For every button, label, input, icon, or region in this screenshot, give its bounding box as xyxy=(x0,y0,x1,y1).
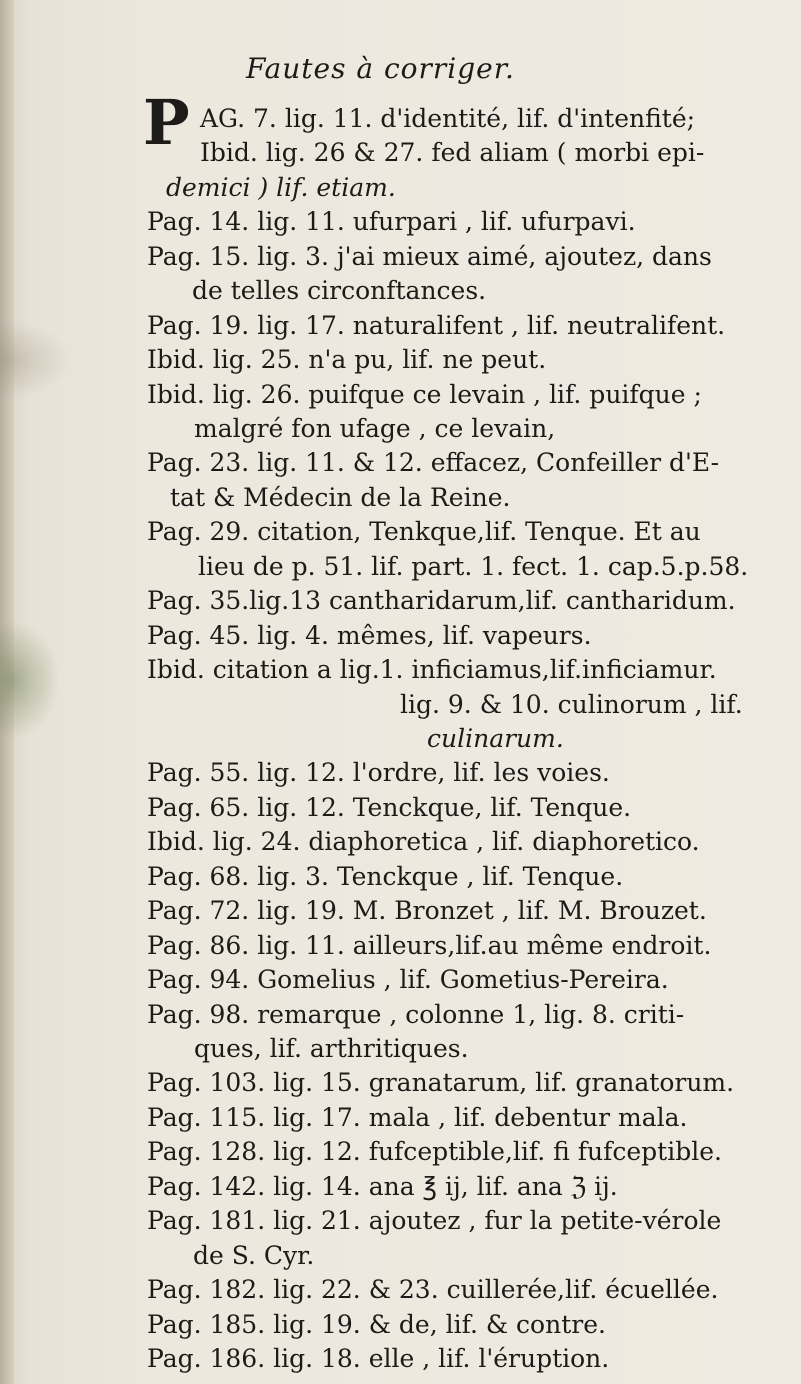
errata-line: ques, lif. arthritiques. xyxy=(194,1034,469,1063)
errata-line: malgré fon ufage , ce levain, xyxy=(194,414,556,443)
errata-line: Ibid. lig. 26. puifque ce levain , lif. puifque ; xyxy=(147,380,702,409)
drop-cap-letter: P xyxy=(143,86,190,159)
page-title: Fautes à corriger. xyxy=(246,52,515,85)
errata-line: Pag. 98. remarque , colonne 1, lig. 8. criti- xyxy=(147,1000,685,1029)
errata-line: lig. 9. & 10. culinorum , lif. xyxy=(400,690,743,719)
errata-line: Ibid. lig. 26 & 27. fed aliam ( morbi epi- xyxy=(200,138,705,167)
errata-line: Pag. 94. Gomelius , lif. Gometius-Pereira. xyxy=(147,965,669,994)
errata-line: Pag. 65. lig. 12. Tenckque, lif. Tenque. xyxy=(147,793,632,822)
errata-line: Pag. 19. lig. 17. naturalifent , lif. neutralifent. xyxy=(147,311,726,340)
errata-line: Pag. 115. lig. 17. mala , lif. debentur mala. xyxy=(147,1103,688,1132)
errata-line: demici ) lif. etiam. xyxy=(166,173,396,202)
errata-line: Pag. 181. lig. 21. ajoutez , fur la petite-vérole xyxy=(147,1206,722,1235)
errata-line: Pag. 55. lig. 12. l'ordre, lif. les voies. xyxy=(147,758,610,787)
errata-line: Pag. 86. lig. 11. ailleurs,lif.au même endroit. xyxy=(147,931,712,960)
errata-line: tat & Médecin de la Reine. xyxy=(170,483,511,512)
errata-line: de S. Cyr. xyxy=(193,1241,315,1270)
errata-line: AG. 7. lig. 11. d'identité, lif. d'intenfité; xyxy=(200,104,696,133)
errata-line: de telles circonftances. xyxy=(192,276,487,305)
errata-line: Ibid. lig. 25. n'a pu, lif. ne peut. xyxy=(147,345,547,374)
errata-line: lieu de p. 51. lif. part. 1. fect. 1. cap.5.p.58. xyxy=(198,552,749,581)
errata-line: Pag. 15. lig. 3. j'ai mieux aimé, ajoutez, dans xyxy=(147,242,712,271)
errata-line: Pag. 128. lig. 12. fufceptible,lif. fi fufceptible. xyxy=(147,1137,722,1166)
errata-line: Pag. 103. lig. 15. granatarum, lif. granatorum. xyxy=(147,1068,735,1097)
errata-line: Pag. 186. lig. 18. elle , lif. l'éruption. xyxy=(147,1344,610,1373)
errata-line: Pag. 23. lig. 11. & 12. effacez, Confeiller d'E- xyxy=(147,448,720,477)
errata-line: Pag. 14. lig. 11. ufurpari , lif. ufurpavi. xyxy=(147,207,636,236)
errata-line: Pag. 35.lig.13 cantharidarum,lif. cantharidum. xyxy=(147,586,736,615)
errata-line: Pag. 29. citation, Tenkque,lif. Tenque. Et au xyxy=(147,517,701,546)
errata-line: Pag. 72. lig. 19. M. Bronzet , lif. M. Brouzet. xyxy=(147,896,707,925)
errata-line: Pag. 45. lig. 4. mêmes, lif. vapeurs. xyxy=(147,621,592,650)
errata-line: culinarum. xyxy=(427,724,564,753)
errata-line: Pag. 185. lig. 19. & de, lif. & contre. xyxy=(147,1310,606,1339)
errata-line: Ibid. citation a lig.1. inficiamus,lif.inficiamur. xyxy=(147,655,717,684)
errata-line: Pag. 182. lig. 22. & 23. cuillerée,lif. écuellée. xyxy=(147,1275,719,1304)
errata-line: Pag. 142. lig. 14. ana ℥ ij, lif. ana ℨ ij. xyxy=(147,1172,618,1201)
errata-line: Pag. 68. lig. 3. Tenckque , lif. Tenque. xyxy=(147,862,624,891)
errata-line: Ibid. lig. 24. diaphoretica , lif. diaphoretico. xyxy=(147,827,700,856)
